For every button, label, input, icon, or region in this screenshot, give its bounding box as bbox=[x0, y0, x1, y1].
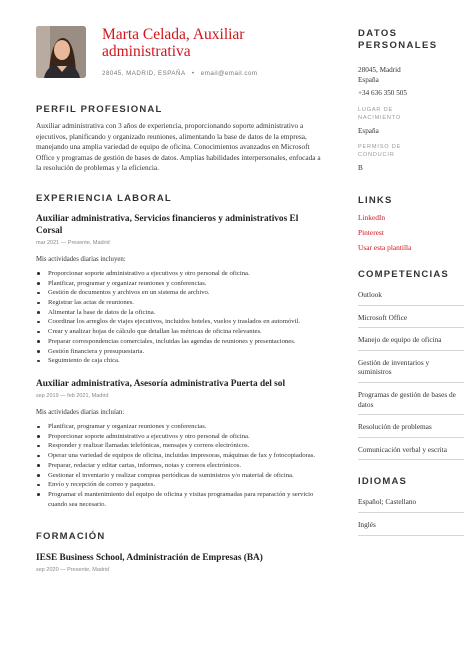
duty-list bbox=[36, 269, 324, 366]
skill-divider bbox=[358, 437, 464, 438]
skill-divider bbox=[358, 459, 464, 460]
duty-item: Gestionar el inventario y realizar compras periódicas de suministros y/o material de oficina. bbox=[36, 471, 324, 481]
experience-section bbox=[24, 193, 324, 509]
duty-item: Proporcionar soporte administrativo a ejecutivos y otro personal de oficina. bbox=[36, 269, 324, 279]
job-meta: mar 2021 — Presente, Madrid bbox=[36, 239, 110, 246]
duty-item: Planificar, programar y organizar reuniones y conferencias. bbox=[36, 422, 324, 432]
education-title: FORMACIÓN bbox=[36, 531, 106, 543]
job-entry bbox=[24, 378, 324, 509]
duty-item: Envío y recepción de correo y paquetes. bbox=[36, 480, 324, 490]
job-meta: sep 2019 — feb 2021, Madrid bbox=[36, 393, 109, 399]
skill-item: Outlook bbox=[358, 290, 382, 299]
skill-item: Microsoft Office bbox=[358, 312, 408, 322]
job-title: Auxiliar administrativa, Asesoría administrativa Puerta del sol bbox=[36, 379, 286, 389]
resume-header bbox=[24, 22, 324, 78]
education-entry bbox=[24, 552, 324, 573]
skill-divider bbox=[358, 305, 464, 306]
education-section bbox=[24, 531, 324, 573]
job-intro: Mis actividades diarias incluían: bbox=[36, 409, 125, 416]
duty-item: Planificar, programar y organizar reuniones y conferencias. bbox=[36, 279, 324, 289]
name-block bbox=[102, 22, 324, 77]
duty-item: Crear y analizar hojas de cálculo que detallan las métricas de oficina relevantes. bbox=[36, 327, 324, 337]
job-title: Auxiliar administrativa, Servicios financieros y administrativos El Corsal bbox=[36, 213, 299, 236]
skill-divider bbox=[358, 350, 464, 351]
duty-item: Gestión financiera y presupuestaria. bbox=[36, 347, 324, 357]
duty-list bbox=[36, 422, 324, 509]
personal-address: 28045, Madrid España bbox=[358, 66, 401, 84]
skill-divider bbox=[358, 414, 464, 415]
link-pinterest[interactable]: Pinterest bbox=[358, 228, 384, 237]
license-value: B bbox=[358, 164, 363, 172]
skill-item: Programas de gestión de bases de datos bbox=[358, 389, 456, 409]
duty-item: Gestión de documentos y archivos en un sistema de archivo. bbox=[36, 288, 324, 298]
duty-item: Programar el mantenimiento del equipo de oficina y visitas programadas para reparación y servicio cuando sea necesario. bbox=[36, 490, 324, 509]
profile-photo bbox=[36, 26, 86, 78]
duty-item: Alimentar la base de datos de la oficina. bbox=[36, 308, 324, 318]
language-item: Español; Castellano bbox=[358, 497, 417, 507]
skills-section bbox=[358, 269, 464, 460]
duty-item: Coordinar los arreglos de viajes ejecutivos, incluidos hoteles, vuelos y traslados en automóvil. bbox=[36, 317, 324, 327]
contact-line bbox=[102, 70, 324, 77]
education-entry-title: IESE Business School, Administración de Empresas (BA) bbox=[36, 553, 263, 564]
duty-item: Responder y realizar llamadas telefónicas, mensajes y correos electrónicos. bbox=[36, 441, 324, 451]
education-entry-meta: sep 2020 — Presente, Madrid bbox=[36, 567, 110, 574]
birthplace-value: España bbox=[358, 127, 379, 135]
skill-divider bbox=[358, 382, 464, 383]
main-column bbox=[24, 22, 324, 573]
contact-address: 28045, MADRID, ESPAÑA bbox=[102, 70, 186, 77]
language-item: Inglés bbox=[358, 519, 376, 529]
contact-email[interactable]: email@email.com bbox=[200, 70, 258, 77]
links-section bbox=[358, 195, 464, 253]
duty-item: Preparar, redactar y editar cartas, informes, notas y correos electrónicos. bbox=[36, 461, 324, 471]
duty-item: Operar una variedad de equipos de oficina, incluidas impresoras, máquinas de fax y fotocopiadoras. bbox=[36, 451, 324, 461]
language-divider bbox=[358, 512, 464, 513]
duty-item: Proporcionar soporte administrativo a ejecutivos y otro personal de oficina. bbox=[36, 432, 324, 442]
candidate-name: Marta Celada, Auxiliar administrativa bbox=[102, 26, 245, 60]
personal-phone: +34 636 350 505 bbox=[358, 89, 407, 97]
profile-text: Auxiliar administrativa con 3 años de experiencia, proporcionando soporte administrativo a ejecutivos, planificando y organizado reuniones, alimentando la base de datos de la empresa, manejando una amplia variedad de equipo de oficina. Conocimientos avanzados en Microsoft Office y programas de gestión de bases de datos. Amplias habilidades interpersonales, enfocada a la resolución de problemas y la eficiencia. bbox=[36, 121, 321, 173]
job-intro: Mis actividades diarias incluyen: bbox=[36, 255, 126, 263]
personal-section bbox=[358, 28, 464, 173]
languages-section bbox=[358, 476, 464, 535]
skill-item: Comunicación verbal y escrita bbox=[358, 444, 447, 454]
skills-title: COMPETENCIAS bbox=[358, 269, 449, 280]
job-entry bbox=[24, 213, 324, 366]
contact-separator: • bbox=[191, 70, 195, 77]
skill-divider bbox=[358, 327, 464, 328]
skill-item: Manejo de equipo de oficina bbox=[358, 335, 442, 345]
sidebar bbox=[358, 28, 464, 536]
duty-item: Registrar las actas de reuniones. bbox=[36, 298, 324, 308]
links-title: LINKS bbox=[358, 195, 393, 206]
link-linkedin[interactable]: LinkedIn bbox=[358, 213, 386, 222]
language-divider bbox=[358, 535, 464, 536]
license-label: PERMISO DE CONDUCIR bbox=[358, 144, 402, 158]
profile-section bbox=[24, 104, 324, 174]
duty-item: Preparar correspondencias comerciales, incluidas las agendas de reuniones y presentaciones. bbox=[36, 337, 324, 347]
languages-title: IDIOMAS bbox=[358, 476, 408, 488]
personal-title: DATOS PERSONALES bbox=[358, 28, 438, 51]
birthplace-label: LUGAR DE NACIMIENTO bbox=[358, 107, 402, 121]
experience-title: EXPERIENCIA LABORAL bbox=[36, 192, 172, 204]
profile-title: PERFIL PROFESIONAL bbox=[36, 104, 163, 115]
link-use-template[interactable]: Usar esta plantilla bbox=[358, 243, 412, 252]
skill-item: Gestión de inventarios y suministros bbox=[358, 357, 430, 377]
skill-item: Resolución de problemas bbox=[358, 422, 432, 432]
duty-item: Seguimiento de caja chica. bbox=[36, 356, 324, 366]
